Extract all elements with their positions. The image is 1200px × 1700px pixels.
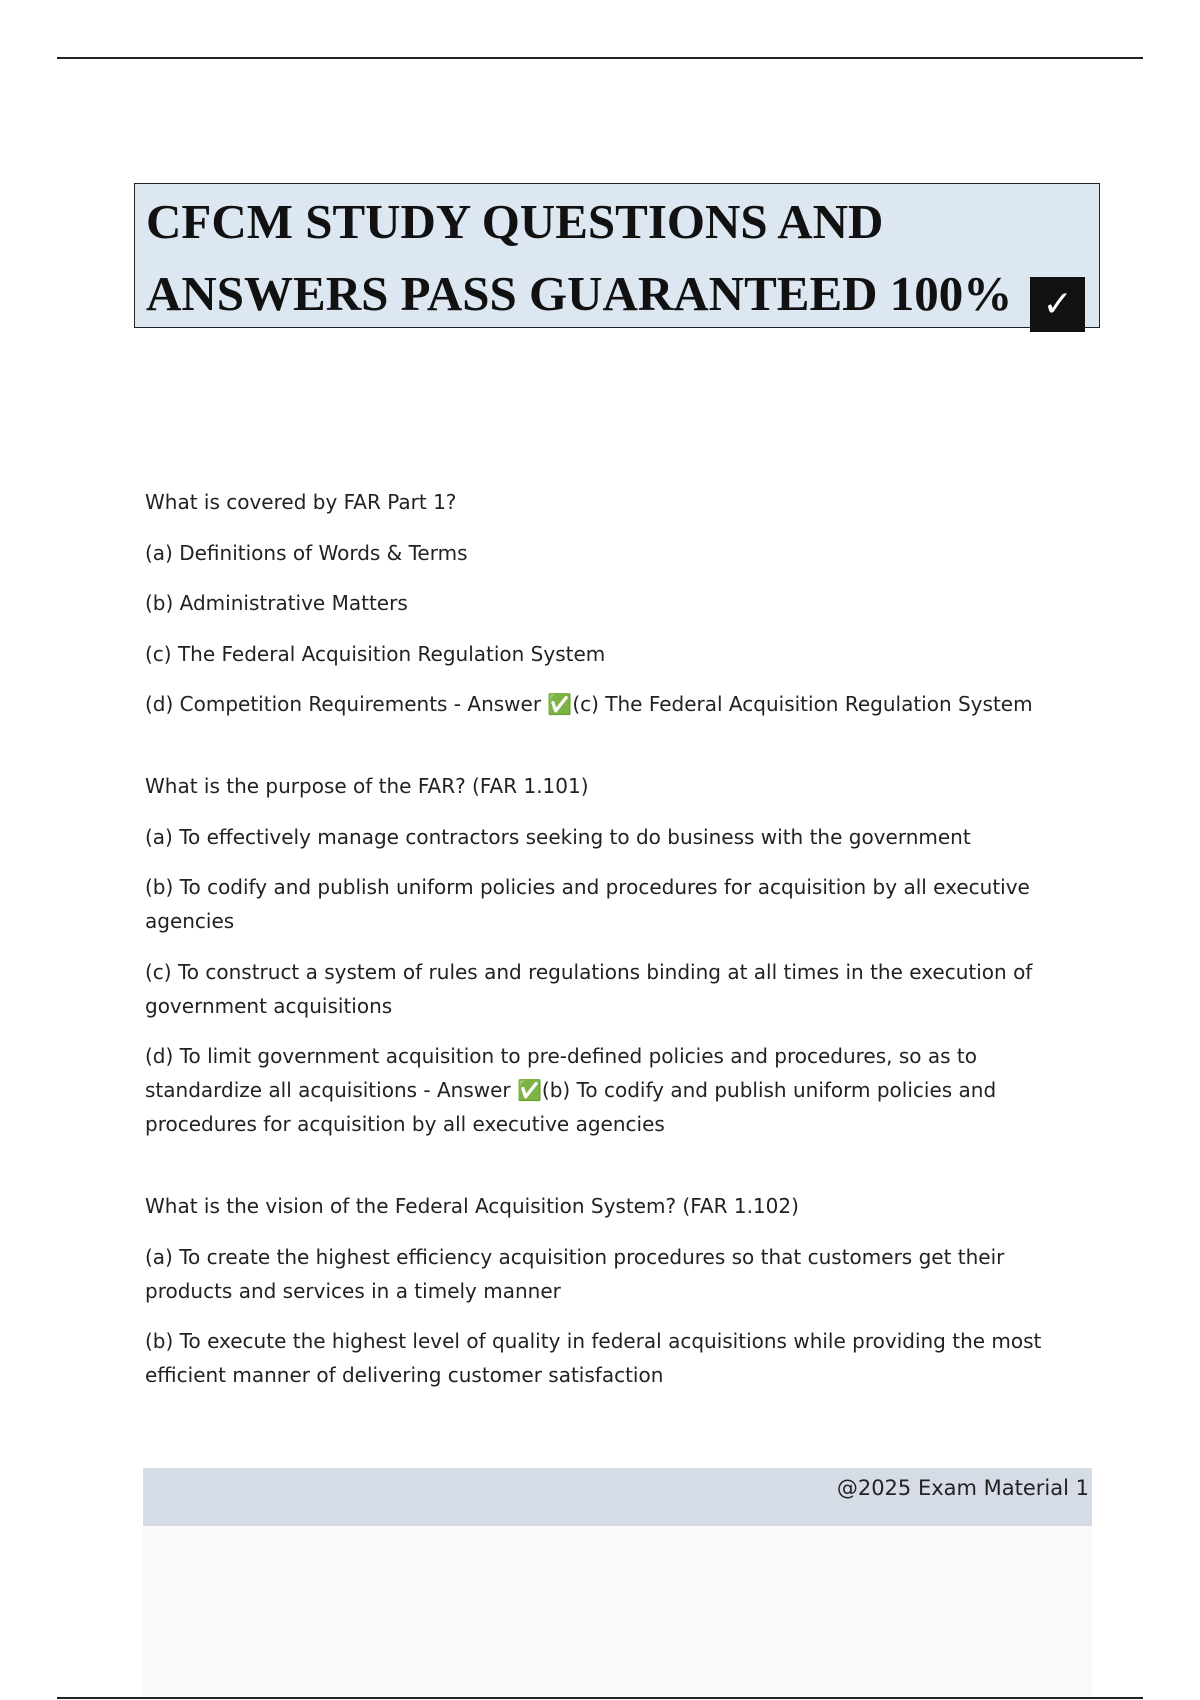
question-text: What is covered by FAR Part 1? xyxy=(145,490,457,514)
option-d: (d) To limit government acquisition to pre-defined policies and procedures, so as to standardize all acquisitions - Answer xyxy=(145,1044,977,1102)
title-line-2-text: ANSWERS PASS GUARANTEED 100% xyxy=(146,266,1013,321)
answer-check-icon: ✅ xyxy=(547,692,573,716)
answer-text: (b) To codify and publish uniform policies and procedures for acquisition by all executive agencies xyxy=(145,1078,997,1136)
footer-band xyxy=(143,1468,1092,1526)
option-a: (a) To effectively manage contractors seeking to do business with the government xyxy=(145,824,971,849)
option-d-with-answer xyxy=(145,687,1085,721)
question-text: What is the purpose of the FAR? (FAR 1.101) xyxy=(145,774,589,798)
bottom-rule xyxy=(57,1697,1143,1699)
title-banner xyxy=(134,183,1100,328)
option-d: (d) Competition Requirements - Answer xyxy=(145,692,548,716)
qa-content xyxy=(145,485,1085,1440)
footer-text: @2025 Exam Material 1 xyxy=(836,1476,1089,1500)
question-text: What is the vision of the Federal Acquisition System? (FAR 1.102) xyxy=(145,1194,799,1218)
option-d-with-answer xyxy=(145,1039,1085,1141)
footer-shade xyxy=(143,1526,1092,1696)
checkmark-icon: ✓ xyxy=(1030,277,1085,332)
question-block-2 xyxy=(145,769,1085,1141)
option-c: (c) To construct a system of rules and regulations binding at all times in the execution of government acquisitions xyxy=(145,959,1033,1018)
question-block-3 xyxy=(145,1189,1085,1392)
option-a: (a) Definitions of Words & Terms xyxy=(145,540,468,565)
answer-text: (c) The Federal Acquisition Regulation System xyxy=(572,692,1033,716)
title-line-2 xyxy=(146,258,1089,332)
question-block-1 xyxy=(145,485,1085,721)
option-c: (c) The Federal Acquisition Regulation System xyxy=(145,641,606,666)
option-b: (b) Administrative Matters xyxy=(145,591,408,615)
title-line-1: CFCM STUDY QUESTIONS AND xyxy=(146,194,884,249)
answer-check-icon: ✅ xyxy=(517,1078,542,1102)
option-b: (b) To execute the highest level of quality in federal acquisitions while providing the most efficient manner of delivering customer satisfaction xyxy=(145,1329,1042,1387)
option-b: (b) To codify and publish uniform policies and procedures for acquisition by all executive agencies xyxy=(145,875,1030,933)
option-a: (a) To create the highest efficiency acquisition procedures so that customers get their products and services in a timely manner xyxy=(145,1244,1005,1303)
top-rule xyxy=(57,57,1143,59)
